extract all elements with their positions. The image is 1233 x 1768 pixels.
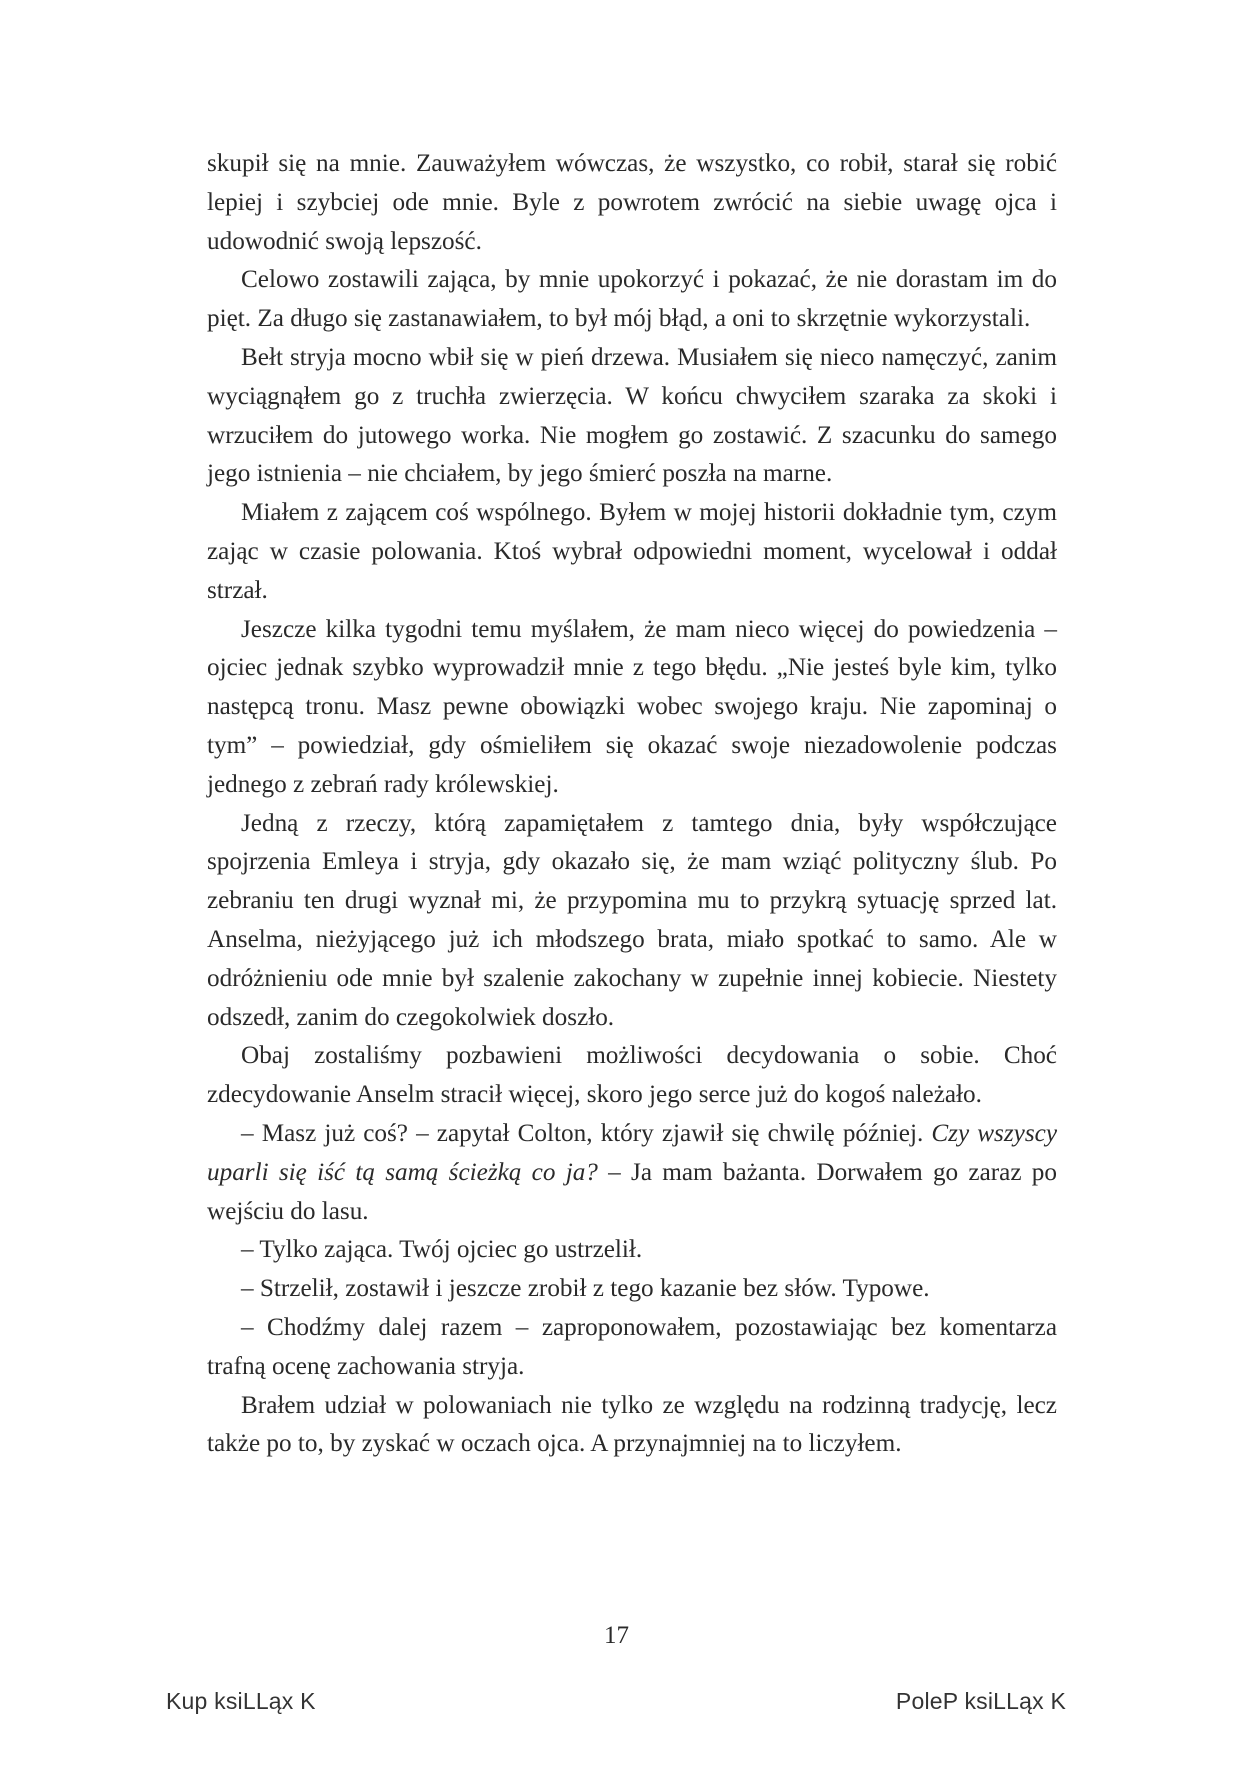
paragraph: Bełt stryja mocno wbił się w pień drzewa. Musiałem się nieco namęczyć, zanim wyciągnąłem go z truchła zwierzęcia. W końcu chwyciłem szaraka za skoki i wrzuciłem do jutowego worka. Nie mogłem go zostawić. Z szacunku do samego jego istnienia – nie chciałem, by jego śmierć poszła na marne.	[207, 343, 1057, 488]
paragraph: Celowo zostawili zająca, by mnie upokorzyć i pokazać, że nie dorastam im do pięt. Za długo się zastanawiałem, to był mój błąd, a oni to skrzętnie wykorzystali.	[207, 266, 1057, 333]
paragraph: Jeszcze kilka tygodni temu myślałem, że mam nieco więcej do powiedzenia – ojciec jednak szybko wyprowadził mnie z tego błędu. „Nie jesteś byle kim, tylko następcą tronu. Masz pewne obowiązki wobec swojego kraju. Nie zapominaj o tym” – powiedział, gdy ośmieliłem się okazać swoje niezadowolenie podczas jednego z zebrań rady królewskiej.	[207, 615, 1057, 798]
paragraph: Miałem z zającem coś wspólnego. Byłem w mojej historii dokładnie tym, czym zając w czasie polowania. Ktoś wybrał odpowiedni moment, wycelował i oddał strzał.	[207, 499, 1057, 604]
dialog-paragraph: – Chodźmy dalej razem – zaproponowałem, pozostawiając bez komentarza trafną ocenę zachowania stryja.	[207, 1313, 1057, 1380]
paragraph: Brałem udział w polowaniach nie tylko ze względu na rodzinną tradycję, lecz także po to, by zyskać w oczach ojca. A przynajmniej na to liczyłem.	[207, 1391, 1057, 1458]
footer-buy-book-link[interactable]: Kup ksiLLąx K	[166, 1688, 316, 1714]
body-text	[207, 145, 1057, 1464]
dialog-paragraph: – Strzelił, zostawił i jeszcze zrobił z tego kazanie bez słów. Typowe.	[241, 1275, 930, 1303]
dialog-text: – Ja mam bażanta. Dorwałem go zaraz po wejściu do lasu.	[207, 1158, 1057, 1225]
dialog-paragraph: – Tylko zająca. Twój ojciec go ustrzelił.	[241, 1236, 643, 1264]
paragraph: skupił się na mnie. Zauważyłem wówczas, że wszystko, co robił, starał się robić lepiej i szybciej ode mnie. Byle z powrotem zwrócić na siebie uwagę ojca i udowodnić swoją lepszość.	[207, 150, 1057, 255]
footer-recommend-book-link[interactable]: PoleP ksiLLąx K	[895, 1688, 1066, 1714]
dialog-paragraph	[207, 1115, 1057, 1231]
paragraph: Jedną z rzeczy, którą zapamiętałem z tamtego dnia, były współczujące spojrzenia Emleya i stryja, gdy okazało się, że mam wziąć polityczny ślub. Po zebraniu ten drugi wyznał mi, że przypomina mu to przykrą sytuację sprzed lat. Anselma, nieżyjącego już ich młodszego brata, miało spotkać to samo. Ale w odróżnieniu ode mnie był szalenie zakochany w zupełnie innej kobiecie. Niestety odszedł, zanim do czegokolwiek doszło.	[207, 809, 1057, 1031]
paragraph: Obaj zostaliśmy pozbawieni możliwości decydowania o sobie. Choć zdecydowanie Anselm stracił więcej, skoro jego serce już do kogoś należało.	[207, 1042, 1057, 1109]
inner-thought: Czy wszyscy uparli się iść tą samą ścieżką co ja?	[207, 1119, 1058, 1186]
page-number: 17	[604, 1622, 629, 1649]
dialog-text: – Masz już coś? – zapytał Colton, który zjawił się chwilę później.	[241, 1119, 924, 1147]
